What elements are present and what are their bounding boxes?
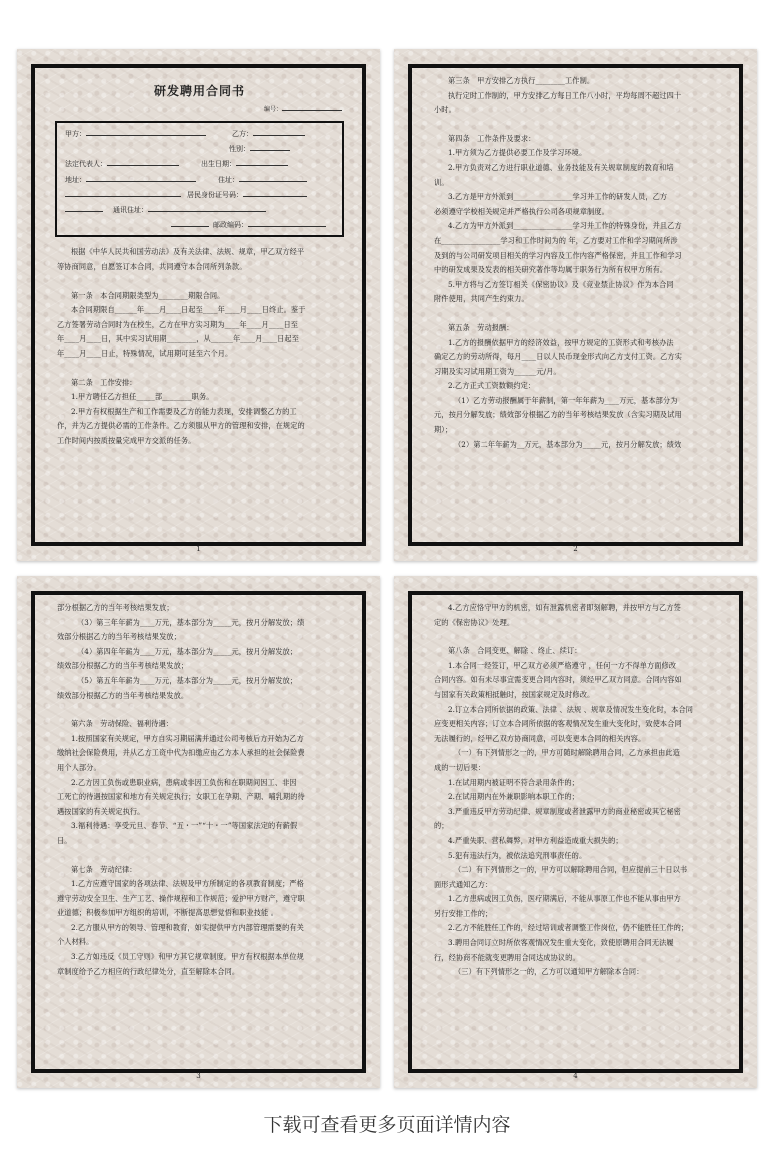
download-more-caption: 下载可查看更多页面详情内容 — [263, 1114, 511, 1136]
page-number: 2 — [573, 545, 578, 553]
text-line: 第二条 工作安排： — [71, 377, 137, 387]
text-line: 年____月____日止，特殊情况，试用期可延至六个月。 — [57, 348, 233, 358]
text-line: 年____月____日，其中实习试用期________，从______年____月____日起至 — [57, 334, 299, 344]
paragraph-gap — [434, 630, 719, 644]
text-line: 及到的与公司研发项目相关的学习内容及工作内容严格保密，并且工作和学习 — [434, 250, 682, 260]
document-page-4 — [394, 576, 757, 1088]
text-line: 2.乙方正式工资数额约定： — [448, 381, 536, 391]
paragraph-gap — [57, 275, 342, 289]
text-line: 合同内容。如有未尽事宜需变更合同内容时，须经甲乙双方同意。合同内容如 — [434, 675, 682, 685]
text-line: 遵守劳动安全卫生、生产工艺、操作规程和工作规范；爱护甲方财产，遵守职 — [57, 893, 305, 903]
text-line: 本合同期限自______年____月____日起至____年____月____日终止。鉴于 — [71, 305, 306, 315]
text-line: 1.在试用期内被证明不符合录用条件的； — [448, 777, 579, 787]
text-line: 执行定时工作制的，甲方安排乙方每日工作八小时，平均每周不超过四十 — [448, 90, 682, 100]
page-number: 3 — [196, 1072, 201, 1080]
paragraph-gap — [57, 703, 342, 717]
text-line: 效部分根据乙方的当年考核结果发放； — [57, 632, 181, 642]
party-info-box: 甲方： 乙方： 性别： 法定代表人： 出生日期： 地址： 住址： 居民身份证号码： 通讯住址： 邮政编码： — [55, 121, 344, 237]
text-line: 3.严重违反甲方劳动纪律、规章制度或者泄露甲方的商业秘密或其它秘密 — [448, 806, 681, 816]
text-line: 2.订立本合同所依据的政策、法律 、法规 、规章及情况发生变化时，本合同 — [448, 704, 694, 714]
text-line: 第五条 劳动报酬： — [448, 322, 514, 332]
text-line: 3.聘用合同订立时所依客观情况发生重大变化，致使原聘用合同无法履 — [448, 938, 674, 948]
text-line: 第三条 甲方安排乙方执行________工作制。 — [448, 76, 595, 85]
page-body-text — [434, 601, 719, 980]
text-line: 3.乙方是甲方外派到________________学习并工作的研发人员，乙方 — [448, 192, 668, 202]
text-line: 绩效部分根据乙方的当年考核结果发放。 — [57, 690, 189, 700]
text-line: 4.乙方应恪守甲方的机密，如有泄露机密者即刻解聘，并按甲方与乙方签 — [448, 603, 681, 612]
text-line: 根据《中华人民共和国劳动法》及有关法律、法规、规章，甲乙双方经平 — [71, 247, 305, 257]
text-line: 定的《保密协议》处理。 — [434, 617, 515, 627]
text-line: 3.福利待遇：享受元旦、春节、“五・一”“十・一”等国家法定的有薪假 — [71, 821, 298, 831]
text-line: 章制度给予乙方相应的行政纪律处分，直至解除本合同。 — [57, 966, 240, 976]
text-line: 1.乙方应遵守国家的各项法律、法规及甲方所制定的各项教育制度；严格 — [71, 879, 304, 889]
text-line: 训。 — [434, 177, 449, 187]
text-line: 另行安排工作的； — [434, 908, 493, 918]
text-line: 应变更相关内容；订立本合同所依据的客观情况发生重大变化时，致使本合同 — [434, 719, 682, 729]
text-line: 附件使用，共同产生约束力。 — [434, 294, 529, 304]
text-line: 5.犯有违法行为，被依法追究刑事责任的。 — [448, 850, 587, 860]
text-line: 工死亡的待遇按国家和地方有关规定执行；女职工在孕期、产期、哺乳期的待 — [57, 792, 305, 802]
text-line: 期）； — [434, 425, 453, 435]
text-line: 2.在试用期内在外兼职影响本职工作的； — [448, 792, 579, 802]
text-line: 部分根据乙方的当年考核结果发放； — [57, 603, 174, 612]
text-line: 1.甲方聘任乙方担任_____部________职务。 — [71, 392, 214, 402]
page-body-text — [57, 601, 342, 979]
text-line: 元，按月分解发放；绩效部分根据乙方的当年考核结果发放（含实习期及试用 — [434, 410, 682, 420]
page-body-text — [57, 245, 342, 448]
text-line: 作，并为乙方提供必需的工作条件。乙方须服从甲方的管理和安排，在规定的 — [57, 421, 305, 431]
paragraph-gap — [434, 307, 719, 321]
text-line: 2.乙方服从甲方的领导、管理和教育，如实提供甲方内部管理需要的有关 — [71, 922, 304, 932]
text-line: 2.乙方因工负伤或患职业病，患病或非因工负伤和在职期间因工、非因 — [71, 777, 297, 787]
text-line: （三）有下列情形之一的，乙方可以通知甲方解除本合同： — [454, 967, 644, 977]
text-line: 缴纳社会保险费用，并从乙方工资中代为扣缴应由乙方本人承担的社会保险费 — [57, 748, 305, 758]
text-line: 1.本合同一经签订，甲乙双方必须严格遵守 ，任何一方不得单方面修改 — [448, 660, 677, 670]
text-line: 2.甲方有权根据生产和工作需要及乙方的能力表现，安排调整乙方的工 — [71, 406, 297, 416]
text-line: （3）第三年年薪为____万元，基本部分为_____元，按月分解发放；绩 — [77, 617, 305, 627]
page-body-text — [434, 74, 719, 452]
text-line: 工作时间内按质按量完成甲方交派的任务。 — [57, 435, 196, 445]
page-frame — [408, 591, 743, 1073]
text-line: 的； — [434, 821, 449, 831]
text-line: 面形式通知乙方： — [434, 879, 493, 889]
text-line: 2.乙方不能胜任工作的，经过培训或者调整工作岗位，仍不能胜任工作的； — [448, 923, 689, 933]
text-line: 5.甲方将与乙方签订相关《保密协议》及《竞业禁止协议》作为本合同 — [448, 279, 674, 289]
text-line: 1.乙方患病或因工负伤，医疗期满后，不能从事原工作也不能从事由甲方 — [448, 894, 681, 904]
page-frame — [31, 591, 366, 1073]
text-line: 4.严重失职、营私舞弊，对甲方利益造成重大损失的； — [448, 835, 623, 845]
text-line: 成的一切后果： — [434, 762, 486, 772]
text-line: 第八条 合同变更、解除 、终止、续订： — [448, 646, 582, 656]
page-number: 1 — [196, 545, 201, 553]
text-line: 等协商同意，自愿签订本合同，共同遵守本合同所列条款。 — [57, 262, 247, 272]
document-page-2 — [394, 49, 757, 561]
text-line: 第四条 工作条件及要求： — [448, 133, 536, 143]
document-page-3 — [17, 576, 380, 1088]
text-line: 3.乙方如违反《员工守则》和甲方其它规章制度，甲方有权根据本单位规 — [71, 952, 304, 962]
page-frame — [31, 64, 366, 546]
text-line: 习期及实习试用期工资为______元/月。 — [434, 366, 561, 376]
text-line: （1）乙方劳动报酬属于年薪制，第一年年薪为____万元，基本部分为 — [454, 395, 678, 405]
contract-number: 编号： — [57, 101, 342, 115]
text-line: 必须遵守学校相关规定并严格执行公司各项规章制度。 — [434, 206, 609, 216]
paragraph-gap — [57, 849, 342, 863]
text-line: （2）第二年年薪为__万元，基本部分为_____元，按月分解发放；绩效 — [454, 439, 682, 449]
paragraph-gap — [57, 362, 342, 376]
text-line: 小时。 — [434, 105, 456, 115]
text-line: 第一条 本合同期限类型为________期限合同。 — [71, 290, 225, 300]
text-line: 2.甲方负责对乙方进行职业道德、业务技能及有关规章制度的教育和培 — [448, 162, 674, 172]
text-line: 1.甲方须为乙方提供必要工作及学习环境。 — [448, 148, 587, 158]
text-line: 无法履行的，经甲乙双方协商同意，可以变更本合同的相关内容。 — [434, 733, 646, 743]
text-line: 乙方签署劳动合同时为在校生，乙方在甲方实习期为____年____月____日至 — [57, 319, 299, 329]
text-line: （5）第五年年薪为____万元，基本部分为_____元，按月分解发放； — [77, 675, 298, 685]
text-line: 中的研发成果及发表的相关研究著作等均属于职务行为所有权甲方所有。 — [434, 265, 668, 275]
text-line: 4.乙方为甲方外派到________________学习并工作的特殊身份，并且乙方 — [448, 221, 682, 231]
paragraph-gap — [434, 118, 719, 132]
document-title: 研发聘用合同书 — [153, 84, 245, 98]
text-line: （一）有下列情形之一的，甲方可随时解除聘用合同，乙方承担由此造 — [454, 748, 680, 758]
text-line: 遇按国家的有关规定执行。 — [57, 806, 145, 816]
text-line: 1.按照国家有关规定，甲方自实习期届满并通过公司考核后方开始为乙方 — [71, 733, 304, 743]
text-line: 用个人部分。 — [57, 762, 101, 772]
document-page-1 — [17, 49, 380, 561]
text-line: 绩效部分根据乙方的当年考核结果发放； — [57, 661, 189, 671]
text-line: （4）第四年年薪为____万元，基本部分为_____元，按月分解发放； — [77, 646, 298, 656]
text-line: 个人材料。 — [57, 937, 94, 947]
text-line: 确定乙方的劳动所得，每月____日以人民币现金形式向乙方支付工资。乙方实 — [434, 352, 682, 362]
text-line: 业道德；积极参加甲方组织的培训，不断提高思想觉悟和职业技能 。 — [57, 908, 279, 918]
text-line: 第七条 劳动纪律： — [71, 864, 137, 874]
text-line: 1.乙方的报酬依据甲方的经济效益，按甲方规定的工资形式和考核办法 — [448, 337, 674, 347]
text-line: 与国家有关政策相抵触时，按国家规定及时修改。 — [434, 689, 595, 699]
text-line: （二）有下列情形之一的，甲方可以解除聘用合同，但应提前三十日以书 — [454, 865, 688, 875]
page-number: 4 — [573, 1072, 578, 1080]
text-line: 第六条 劳动保险、福利待遇： — [71, 719, 174, 729]
page-frame — [408, 64, 743, 546]
text-line: 日。 — [57, 835, 72, 845]
text-line: 在________________学习和工作时间为的 年，乙方要对工作和学习期间所涉 — [434, 235, 678, 245]
text-line: 行，经协商不能就变更聘用合同达成协议的。 — [434, 952, 580, 962]
